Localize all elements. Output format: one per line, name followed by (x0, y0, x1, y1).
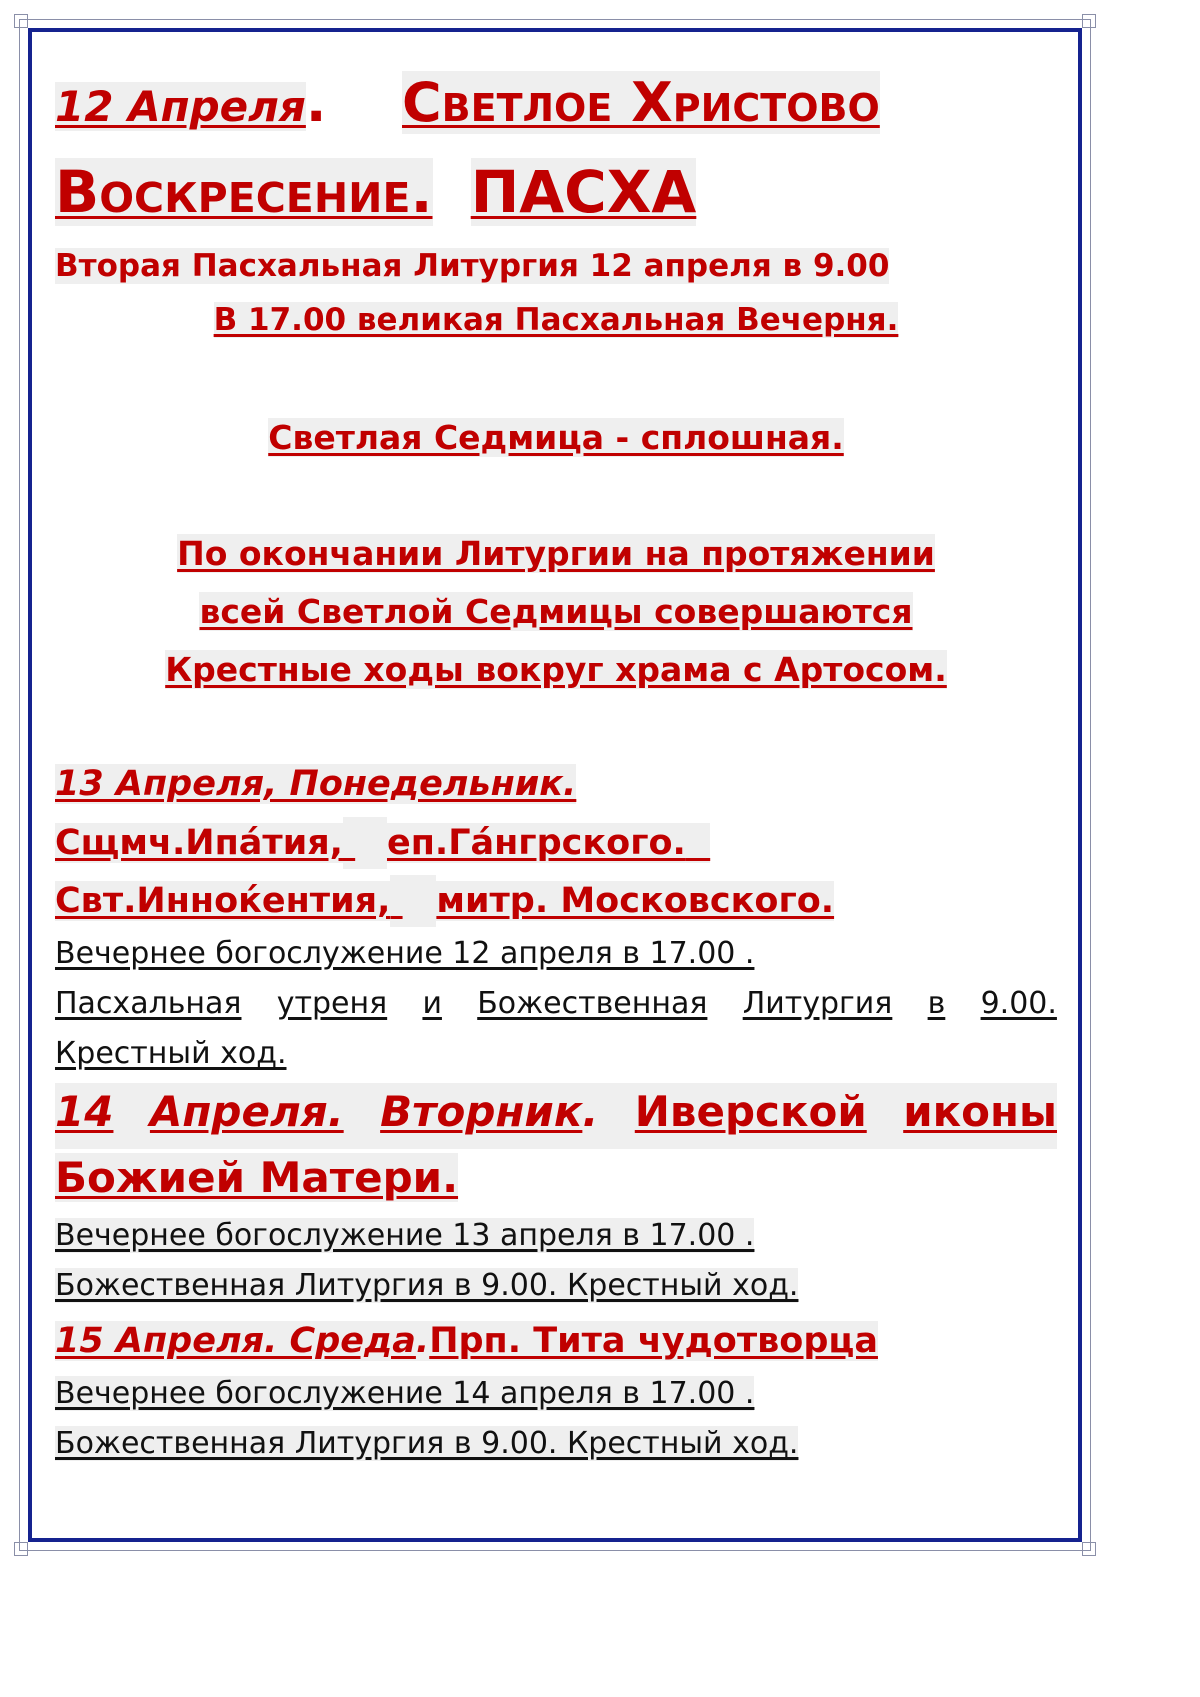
day13-service-liturgy (55, 983, 1057, 1033)
day14-heading (55, 1083, 1057, 1149)
bright-week-note-line2 (55, 587, 1057, 645)
day15-service-eve (55, 1373, 1057, 1423)
day13-vespers: Вечернее богослужение 12 апреля в 17.00 . (55, 936, 755, 971)
easter-title-resurrection: Воскресение. (55, 158, 433, 226)
day13-heading (55, 759, 1057, 817)
day13-liturgy-word: в (927, 986, 946, 1021)
easter-title-pascha: ПАСХА (470, 158, 697, 226)
day14-liturgy: Божественная Литургия в 9.00. Крестный ход. (55, 1268, 799, 1303)
corner-mark-top-left (14, 14, 28, 28)
day15-vespers: Вечернее богослужение 14 апреля в 17.00 . (55, 1376, 755, 1411)
easter-date: 12 Апреля (55, 82, 306, 131)
day14-date-dot: . (582, 1087, 599, 1136)
day13-saint2 (55, 875, 1057, 933)
bright-week-note-2: всей Светлой Седмицы совершаются (199, 592, 913, 631)
easter-liturgy-line (55, 243, 1057, 297)
day14-feast-line2 (55, 1149, 1057, 1215)
easter-vespers-line (55, 297, 1057, 351)
bright-week-note-line1 (55, 529, 1057, 587)
day14-feast-word: иконы (903, 1087, 1057, 1136)
bright-week-note-1: По окончании Литургии на протяжении (177, 534, 935, 573)
day14-date-word: 14 (55, 1087, 114, 1136)
bright-week-note-3: Крестные ходы вокруг храма с Артосом. (165, 650, 947, 689)
schedule-document (55, 55, 1057, 1473)
day14-feast-word: Иверской (634, 1087, 867, 1136)
day13-service-eve (55, 933, 1057, 983)
day13-liturgy-word: утреня (276, 986, 388, 1021)
day13-date: 13 Апреля, Понедельник. (55, 764, 577, 804)
day13-procession: Крестный ход. (55, 1036, 287, 1071)
bright-week-note-line3 (55, 645, 1057, 703)
day13-saint2-name: Свт.Инноќентия, (55, 881, 391, 921)
day13-liturgy-word: Божественная (477, 986, 708, 1021)
corner-mark-top-right (1082, 14, 1096, 28)
bright-week-heading (55, 413, 1057, 471)
day13-liturgy-word: и (422, 986, 442, 1021)
corner-mark-bottom-left (14, 1542, 28, 1556)
day15-date-dot: . (415, 1321, 430, 1361)
day15-feast: Прп. Тита чудотворца (429, 1321, 878, 1361)
day15-liturgy: Божественная Литургия в 9.00. Крестный ход. (55, 1426, 799, 1461)
easter-heading-line2 (55, 151, 1057, 243)
bright-week-title: Светлая Седмица - сплошная. (268, 418, 844, 457)
day13-saint1 (55, 817, 1057, 875)
day13-service-procession (55, 1033, 1057, 1083)
easter-title: Светлое Христово (402, 71, 880, 134)
day13-liturgy-word: Пасхальная (55, 986, 242, 1021)
day14-service-eve (55, 1215, 1057, 1265)
day13-saint1-title: еп.Га́нгрского. (386, 823, 686, 863)
day13-liturgy-word: 9.00. (980, 986, 1057, 1021)
easter-vespers: В 17.00 великая Пасхальная Вечерня. (213, 302, 899, 338)
easter-heading-line1 (55, 63, 1057, 151)
day14-date-word: Вторник (380, 1087, 583, 1136)
day14-vespers: Вечернее богослужение 13 апреля в 17.00 . (55, 1218, 755, 1253)
day14-service-liturgy (55, 1265, 1057, 1315)
day15-service-liturgy (55, 1423, 1057, 1473)
day13-saint2-title: митр. Московского. (436, 881, 835, 921)
day15-date: 15 Апреля. Среда (55, 1321, 416, 1361)
day13-liturgy-word: Литургия (742, 986, 893, 1021)
corner-mark-bottom-right (1082, 1542, 1096, 1556)
day15-heading (55, 1315, 1057, 1373)
day14-feast-mother-of-god: Божией Матери. (55, 1153, 459, 1202)
day13-saint1-name: Сщмч.Ипа́тия, (55, 823, 343, 863)
easter-date-dot: . (305, 71, 327, 134)
day14-date-word: Апреля. (149, 1087, 344, 1136)
easter-second-liturgy: Вторая Пасхальная Литургия 12 апреля в 9.00 (55, 248, 890, 284)
